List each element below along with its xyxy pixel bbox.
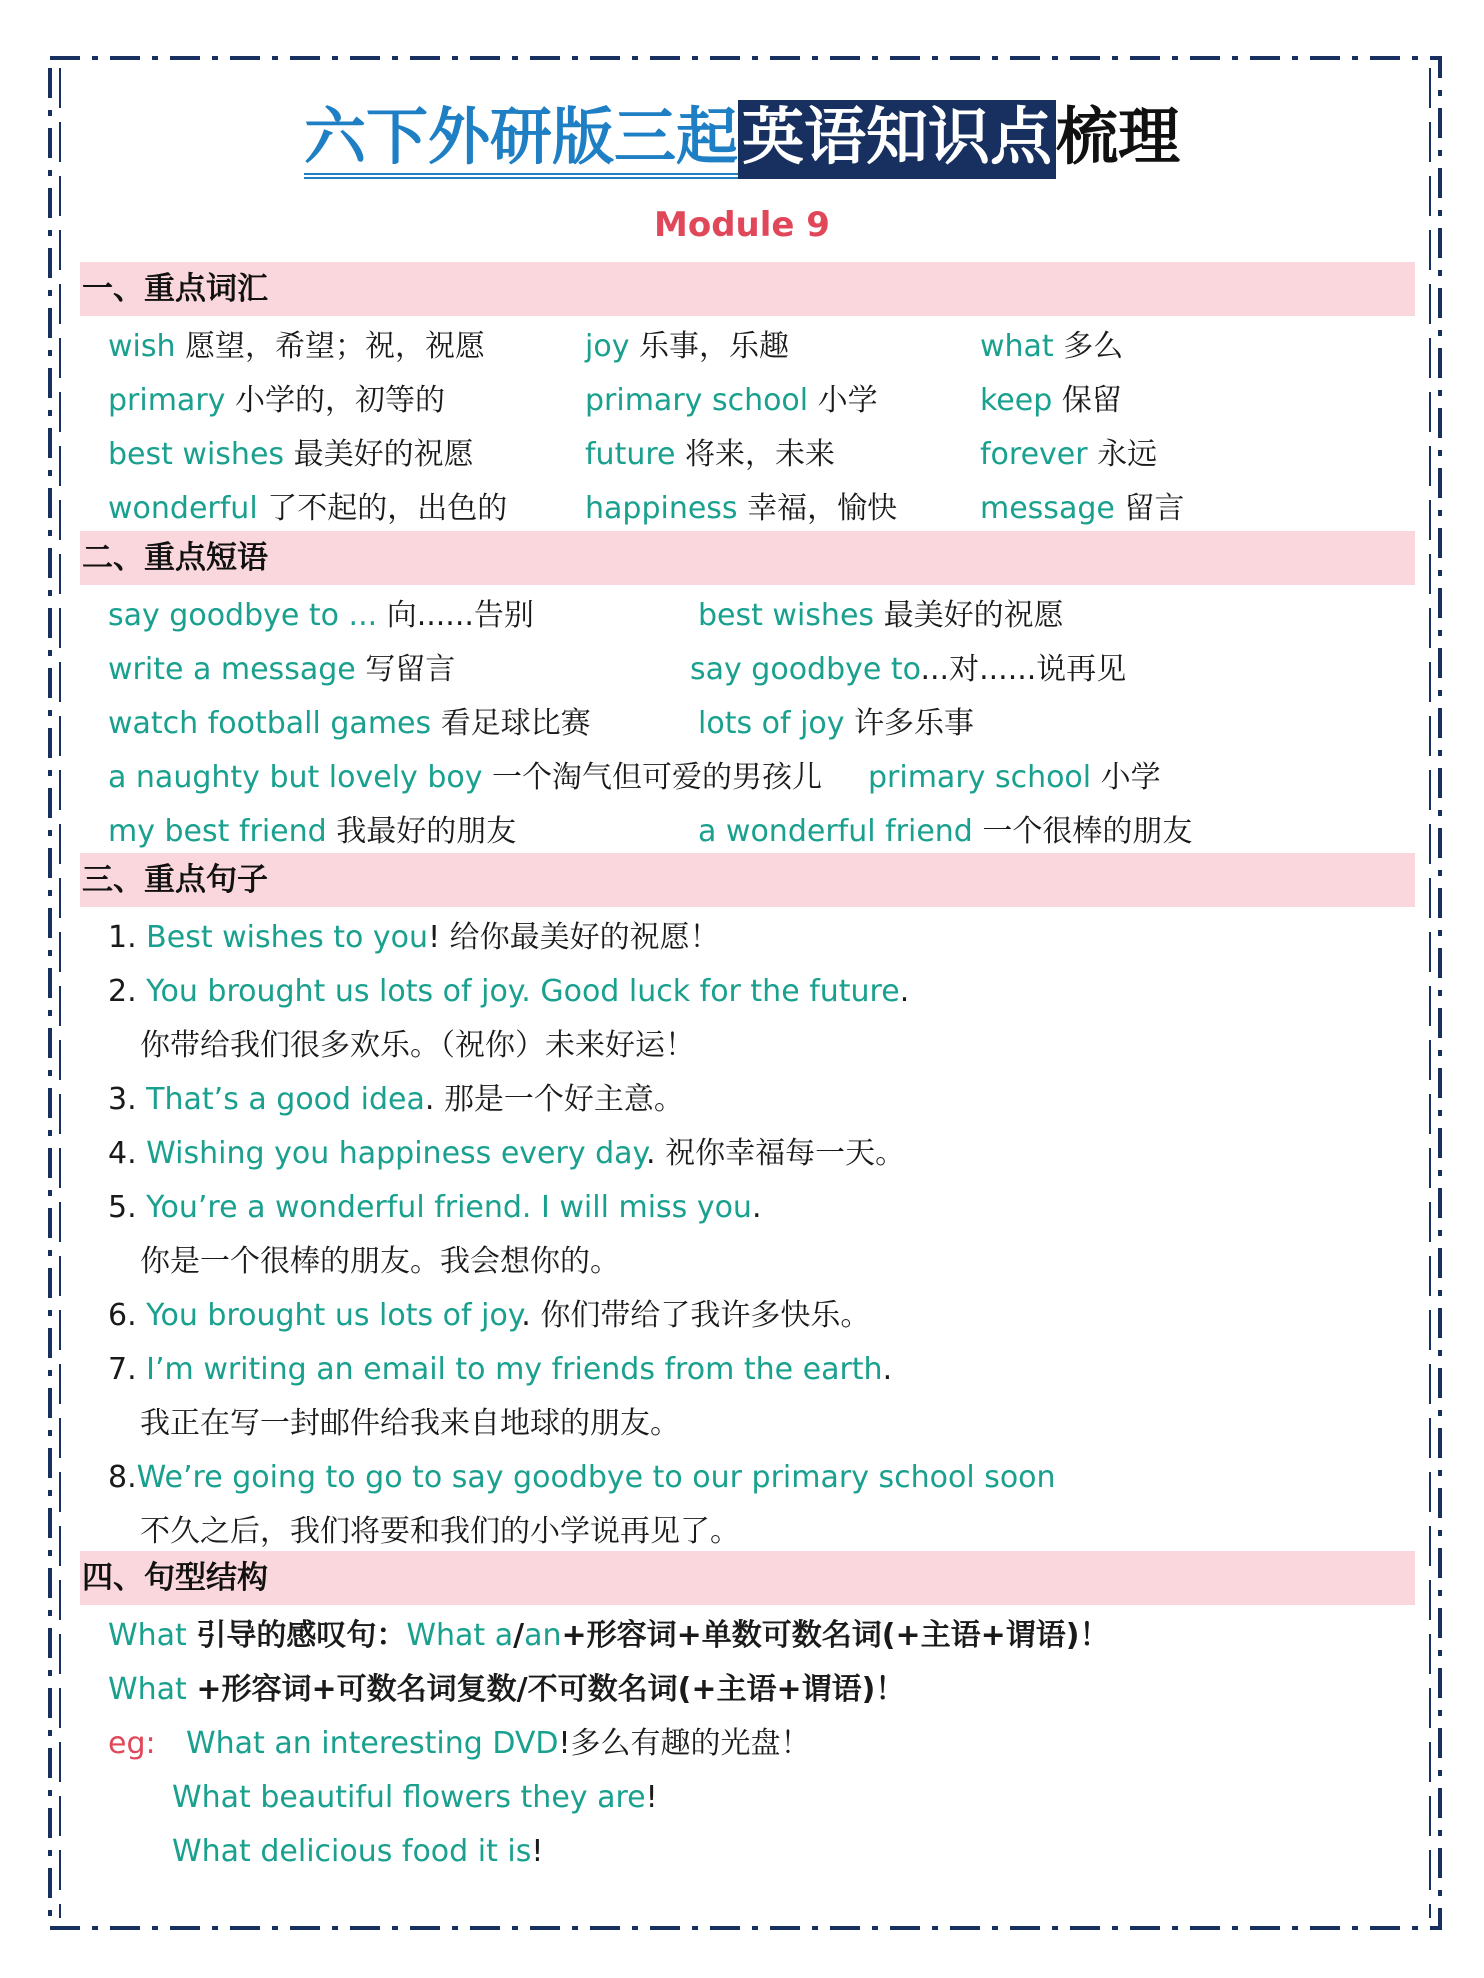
example-item: What an interesting DVD!多么有趣的光盘！ xyxy=(186,1726,811,1761)
sentence-item: 7. I’m writing an email to my friends from the earth. xyxy=(108,1352,893,1387)
vocab-item: best wishes 最美好的祝愿 xyxy=(108,437,474,472)
sentence-item: 6. You brought us lots of joy. 你们带给了我许多快乐。 xyxy=(108,1298,871,1333)
vocab-item: keep 保留 xyxy=(980,383,1122,418)
vocab-item: wish 愿望，希望；祝，祝愿 xyxy=(108,329,486,364)
phrase-item: my best friend 我最好的朋友 xyxy=(108,814,517,849)
sentence-translation: 你带给我们很多欢乐。（祝你）未来好运！ xyxy=(140,1028,695,1063)
vocab-item: what 多么 xyxy=(980,329,1124,364)
sentence-item: 3. That’s a good idea. 那是一个好主意。 xyxy=(108,1082,684,1117)
phrase-item: say goodbye to...对......说再见 xyxy=(690,652,1127,687)
sentence-item: 8.We’re going to go to say goodbye to our primary school soon xyxy=(108,1460,1056,1495)
sentence-item: 4. Wishing you happiness every day. 祝你幸福每一天。 xyxy=(108,1136,906,1171)
sentence-translation: 你是一个很棒的朋友。我会想你的。 xyxy=(140,1244,620,1279)
phrase-item: watch football games 看足球比赛 xyxy=(108,706,591,741)
example-label: eg: xyxy=(108,1726,156,1761)
vocab-item: future 将来，未来 xyxy=(585,437,836,472)
module-label: Module 9 xyxy=(654,205,830,245)
phrase-item: a wonderful friend 一个很棒的朋友 xyxy=(698,814,1193,849)
sentence-translation: 我正在写一封邮件给我来自地球的朋友。 xyxy=(140,1406,680,1441)
phrase-item: lots of joy 许多乐事 xyxy=(698,706,975,741)
vocab-item: message 留言 xyxy=(980,491,1185,526)
example-item: What delicious food it is! xyxy=(172,1834,544,1869)
pattern-line: What +形容词+可数名词复数/不可数名词(+主语+谓语)！ xyxy=(108,1672,906,1707)
section-header-sentences: 三、重点句子 xyxy=(80,853,1415,907)
sentence-item: 2. You brought us lots of joy. Good luck for the future. xyxy=(108,974,910,1009)
vocab-item: wonderful 了不起的，出色的 xyxy=(108,491,508,526)
section-header-patterns: 四、句型结构 xyxy=(80,1551,1415,1605)
vocab-item: primary school 小学 xyxy=(585,383,878,418)
vocab-item: primary 小学的，初等的 xyxy=(108,383,445,418)
section-header-vocab: 一、重点词汇 xyxy=(80,262,1415,316)
sentence-translation: 不久之后，我们将要和我们的小学说再见了。 xyxy=(140,1514,740,1549)
phrase-item: best wishes 最美好的祝愿 xyxy=(698,598,1064,633)
sentence-item: 5. You’re a wonderful friend. I will miss you. xyxy=(108,1190,762,1225)
page-title xyxy=(0,92,1484,182)
title-part-1: 六下外研版三起 xyxy=(304,100,738,179)
title-part-2-highlight: 英语知识点 xyxy=(738,100,1056,179)
example-item: What beautiful flowers they are! xyxy=(172,1780,658,1815)
phrase-item: say goodbye to ... 向......告别 xyxy=(108,598,534,633)
vocab-item: joy 乐事，乐趣 xyxy=(585,329,789,364)
phrase-item: a naughty but lovely boy 一个淘气但可爱的男孩儿 xyxy=(108,760,823,795)
pattern-line: What 引导的感叹句：What a/an+形容词+单数可数名词(+主语+谓语)！ xyxy=(108,1618,1110,1653)
phrase-item: write a message 写留言 xyxy=(108,652,456,687)
title-part-3: 梳理 xyxy=(1056,100,1181,173)
vocab-item: happiness 幸福，愉快 xyxy=(585,491,898,526)
sentence-item: 1. Best wishes to you! 给你最美好的祝愿！ xyxy=(108,920,720,955)
vocab-item: forever 永远 xyxy=(980,437,1158,472)
section-header-phrases: 二、重点短语 xyxy=(80,531,1415,585)
phrase-item: primary school 小学 xyxy=(868,760,1161,795)
